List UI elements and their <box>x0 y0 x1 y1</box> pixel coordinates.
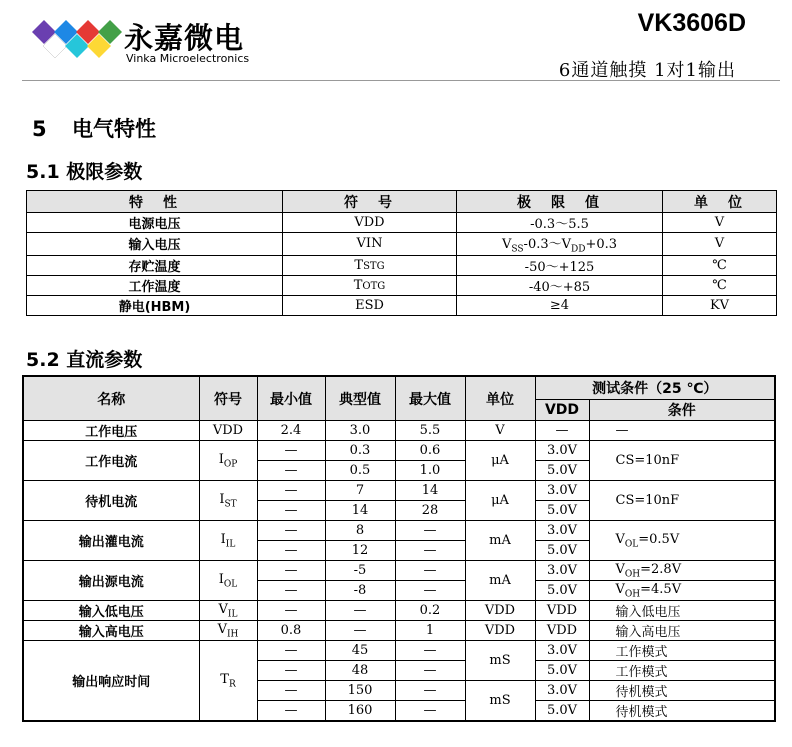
table-row: 静电(HBM) ESD ≥4 KV <box>27 295 777 315</box>
table-row: 工作电压 VDD 2.4 3.0 5.5 V — — <box>23 421 775 441</box>
brand-name-en: Vinka Microelectronics <box>126 52 250 65</box>
brand-name-cn: 永嘉微电 <box>124 21 245 55</box>
column-header: 符 号 <box>283 191 457 213</box>
cell-value: $V_{SS}-0.3\sim V_{DD}+0.3$ <box>457 233 663 256</box>
table-row: 输出响应时间 $T_R$ — 45 — mS 3.0V 工作模式 <box>23 641 775 661</box>
table-row: 存贮温度 TSTG -50～+125 ℃ <box>27 255 777 275</box>
table-row: 工作温度 TOTG -40～+85 ℃ <box>27 275 777 295</box>
column-header: 单 位 <box>663 191 777 213</box>
section-heading-5-1: 5.1 极限参数 <box>26 161 143 183</box>
table-row: 输出灌电流 $I_{IL}$ — 8 — mA 3.0V $V_{OL}=0.5V$ <box>23 521 775 541</box>
column-header: 特 性 <box>27 191 283 213</box>
table-row: — 160 — 5.0V 待机模式 <box>23 701 775 722</box>
table-row: — 150 — mS 3.0V 待机模式 <box>23 681 775 701</box>
table-header-row <box>27 191 777 213</box>
table-row: — 12 — 5.0V <box>23 541 775 561</box>
table-header-row: 名称 符号 最小值 典型值 最大值 单位 测试条件（25 ℃） <box>23 376 775 400</box>
column-header: 极 限 值 <box>457 191 663 213</box>
dc-parameters-table <box>22 375 776 722</box>
table-row: — -8 — 5.0V $V_{OH}=4.5V$ <box>23 581 775 601</box>
table-row: — 48 — 5.0V 工作模式 <box>23 661 775 681</box>
table-row: 输出源电流 $I_{OL}$ — -5 — mA 3.0V $V_{OH}=2.8V$ <box>23 561 775 581</box>
section-heading-5: 5 电气特性 <box>32 117 156 141</box>
table-row: 输入高电压 $V_{IH}$ 0.8 — 1 VDD VDD 输入高电压 <box>23 621 775 641</box>
product-subtitle: 6通道触摸 1对1输出 <box>558 60 736 81</box>
absolute-ratings-table <box>26 190 777 316</box>
section-heading-5-2: 5.2 直流参数 <box>26 349 143 371</box>
table-row: 待机电流 $I_{ST}$ — 7 14 μA 3.0V CS=10nF <box>23 481 775 501</box>
table-row: 电源电压 VDD -0.3～5.5 V <box>27 213 777 233</box>
table-row: 输入电压 VIN $V_{SS}-0.3\sim V_{DD}+0.3$ V <box>27 233 777 256</box>
table-row: — 14 28 5.0V <box>23 501 775 521</box>
logo-diamonds-icon <box>30 16 122 64</box>
table-row: — 0.5 1.0 5.0V <box>23 461 775 481</box>
model-number: VK3606D <box>637 9 746 37</box>
table-header-row: VDD 条件 <box>23 400 775 421</box>
company-logo <box>30 14 250 70</box>
table-row: 输入低电压 $V_{IL}$ — — 0.2 VDD VDD 输入低电压 <box>23 601 775 621</box>
table-row: 工作电流 $I_{OP}$ — 0.3 0.6 μA 3.0V CS=10nF <box>23 441 775 461</box>
header-divider <box>22 80 780 81</box>
